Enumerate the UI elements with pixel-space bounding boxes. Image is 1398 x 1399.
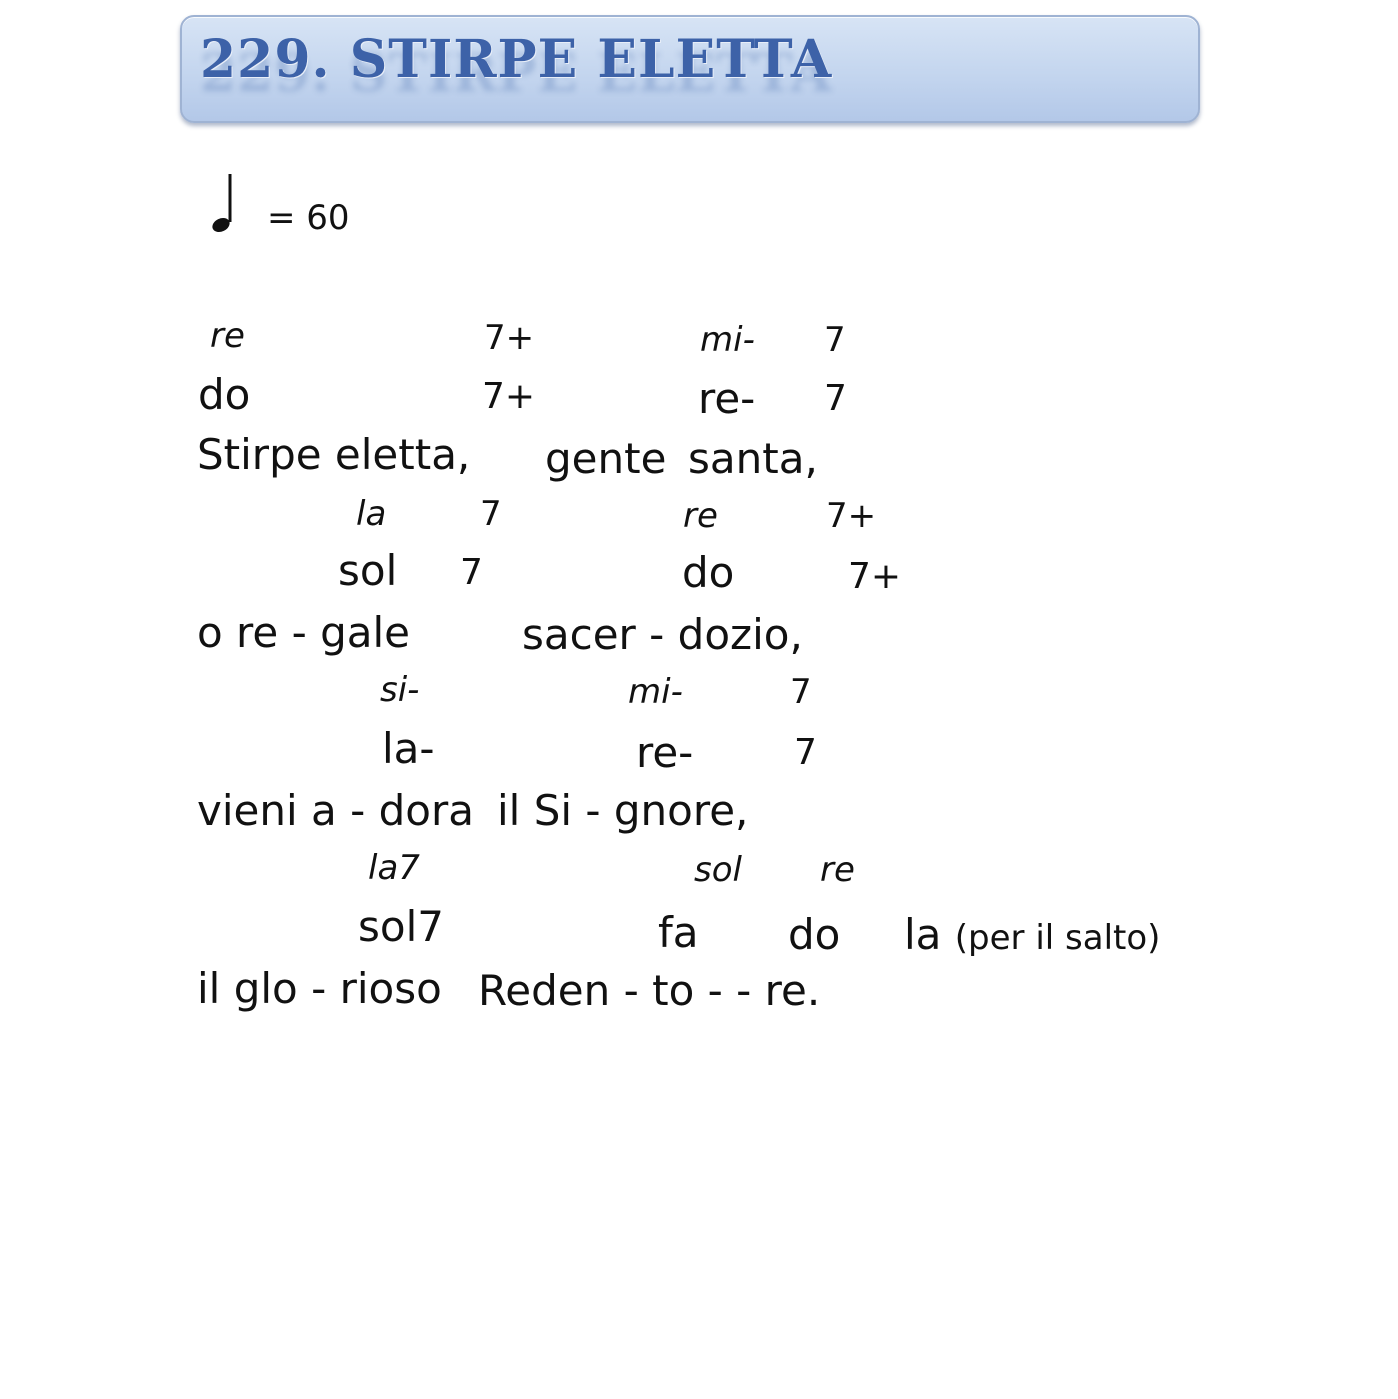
page-title: 229. STIRPE ELETTA (200, 29, 833, 90)
main-chord (904, 910, 1160, 959)
main-chord: 7 (824, 378, 847, 419)
lyric-segment: santa, (688, 434, 818, 483)
main-chord: re- (698, 374, 756, 423)
main-chord: 7+ (848, 556, 902, 597)
main-chord-la: la (904, 910, 942, 959)
alt-chord: re (210, 316, 245, 356)
alt-chord: re (683, 496, 718, 536)
alt-chord: 7 (480, 494, 502, 534)
main-chord: sol7 (358, 902, 444, 951)
quarter-note-icon (205, 172, 245, 234)
tempo-value: = 60 (267, 198, 350, 238)
lyric-segment: Stirpe eletta, (197, 430, 471, 479)
alt-chord: 7+ (826, 496, 877, 536)
main-chord: 7+ (482, 376, 536, 417)
main-chord: re- (636, 728, 694, 777)
alt-chord: la7 (368, 848, 420, 888)
main-chord: 7 (460, 552, 483, 593)
main-chord: do (198, 370, 251, 419)
alt-chord: mi- (700, 320, 755, 360)
lyric-segment: gente (545, 434, 667, 483)
alt-chord: sol (694, 850, 742, 890)
lyric-segment: il glo - rioso (197, 964, 442, 1013)
main-chord: do (788, 910, 841, 959)
tempo-marking (205, 172, 425, 242)
chord-note: (per il salto) (954, 918, 1161, 958)
lyric-segment: vieni a - dora (197, 786, 474, 835)
main-chord: la- (382, 724, 435, 773)
alt-chord: 7 (824, 320, 846, 360)
lyric-segment: il Si - gnore, (497, 786, 749, 835)
lyric-segment: sacer - dozio, (522, 610, 803, 659)
alt-chord: la (356, 494, 387, 534)
lyric-segment: Reden - to - - re. (478, 966, 821, 1015)
alt-chord: si- (380, 670, 420, 710)
main-chord: sol (338, 546, 398, 595)
alt-chord: re (820, 850, 855, 890)
title-banner (180, 15, 1200, 123)
main-chord: 7 (794, 732, 817, 773)
main-chord: fa (658, 908, 699, 957)
lyric-segment: o re - gale (197, 608, 410, 657)
main-chord: do (682, 548, 735, 597)
alt-chord: 7 (790, 672, 812, 712)
alt-chord: mi- (628, 672, 683, 712)
alt-chord: 7+ (484, 318, 535, 358)
